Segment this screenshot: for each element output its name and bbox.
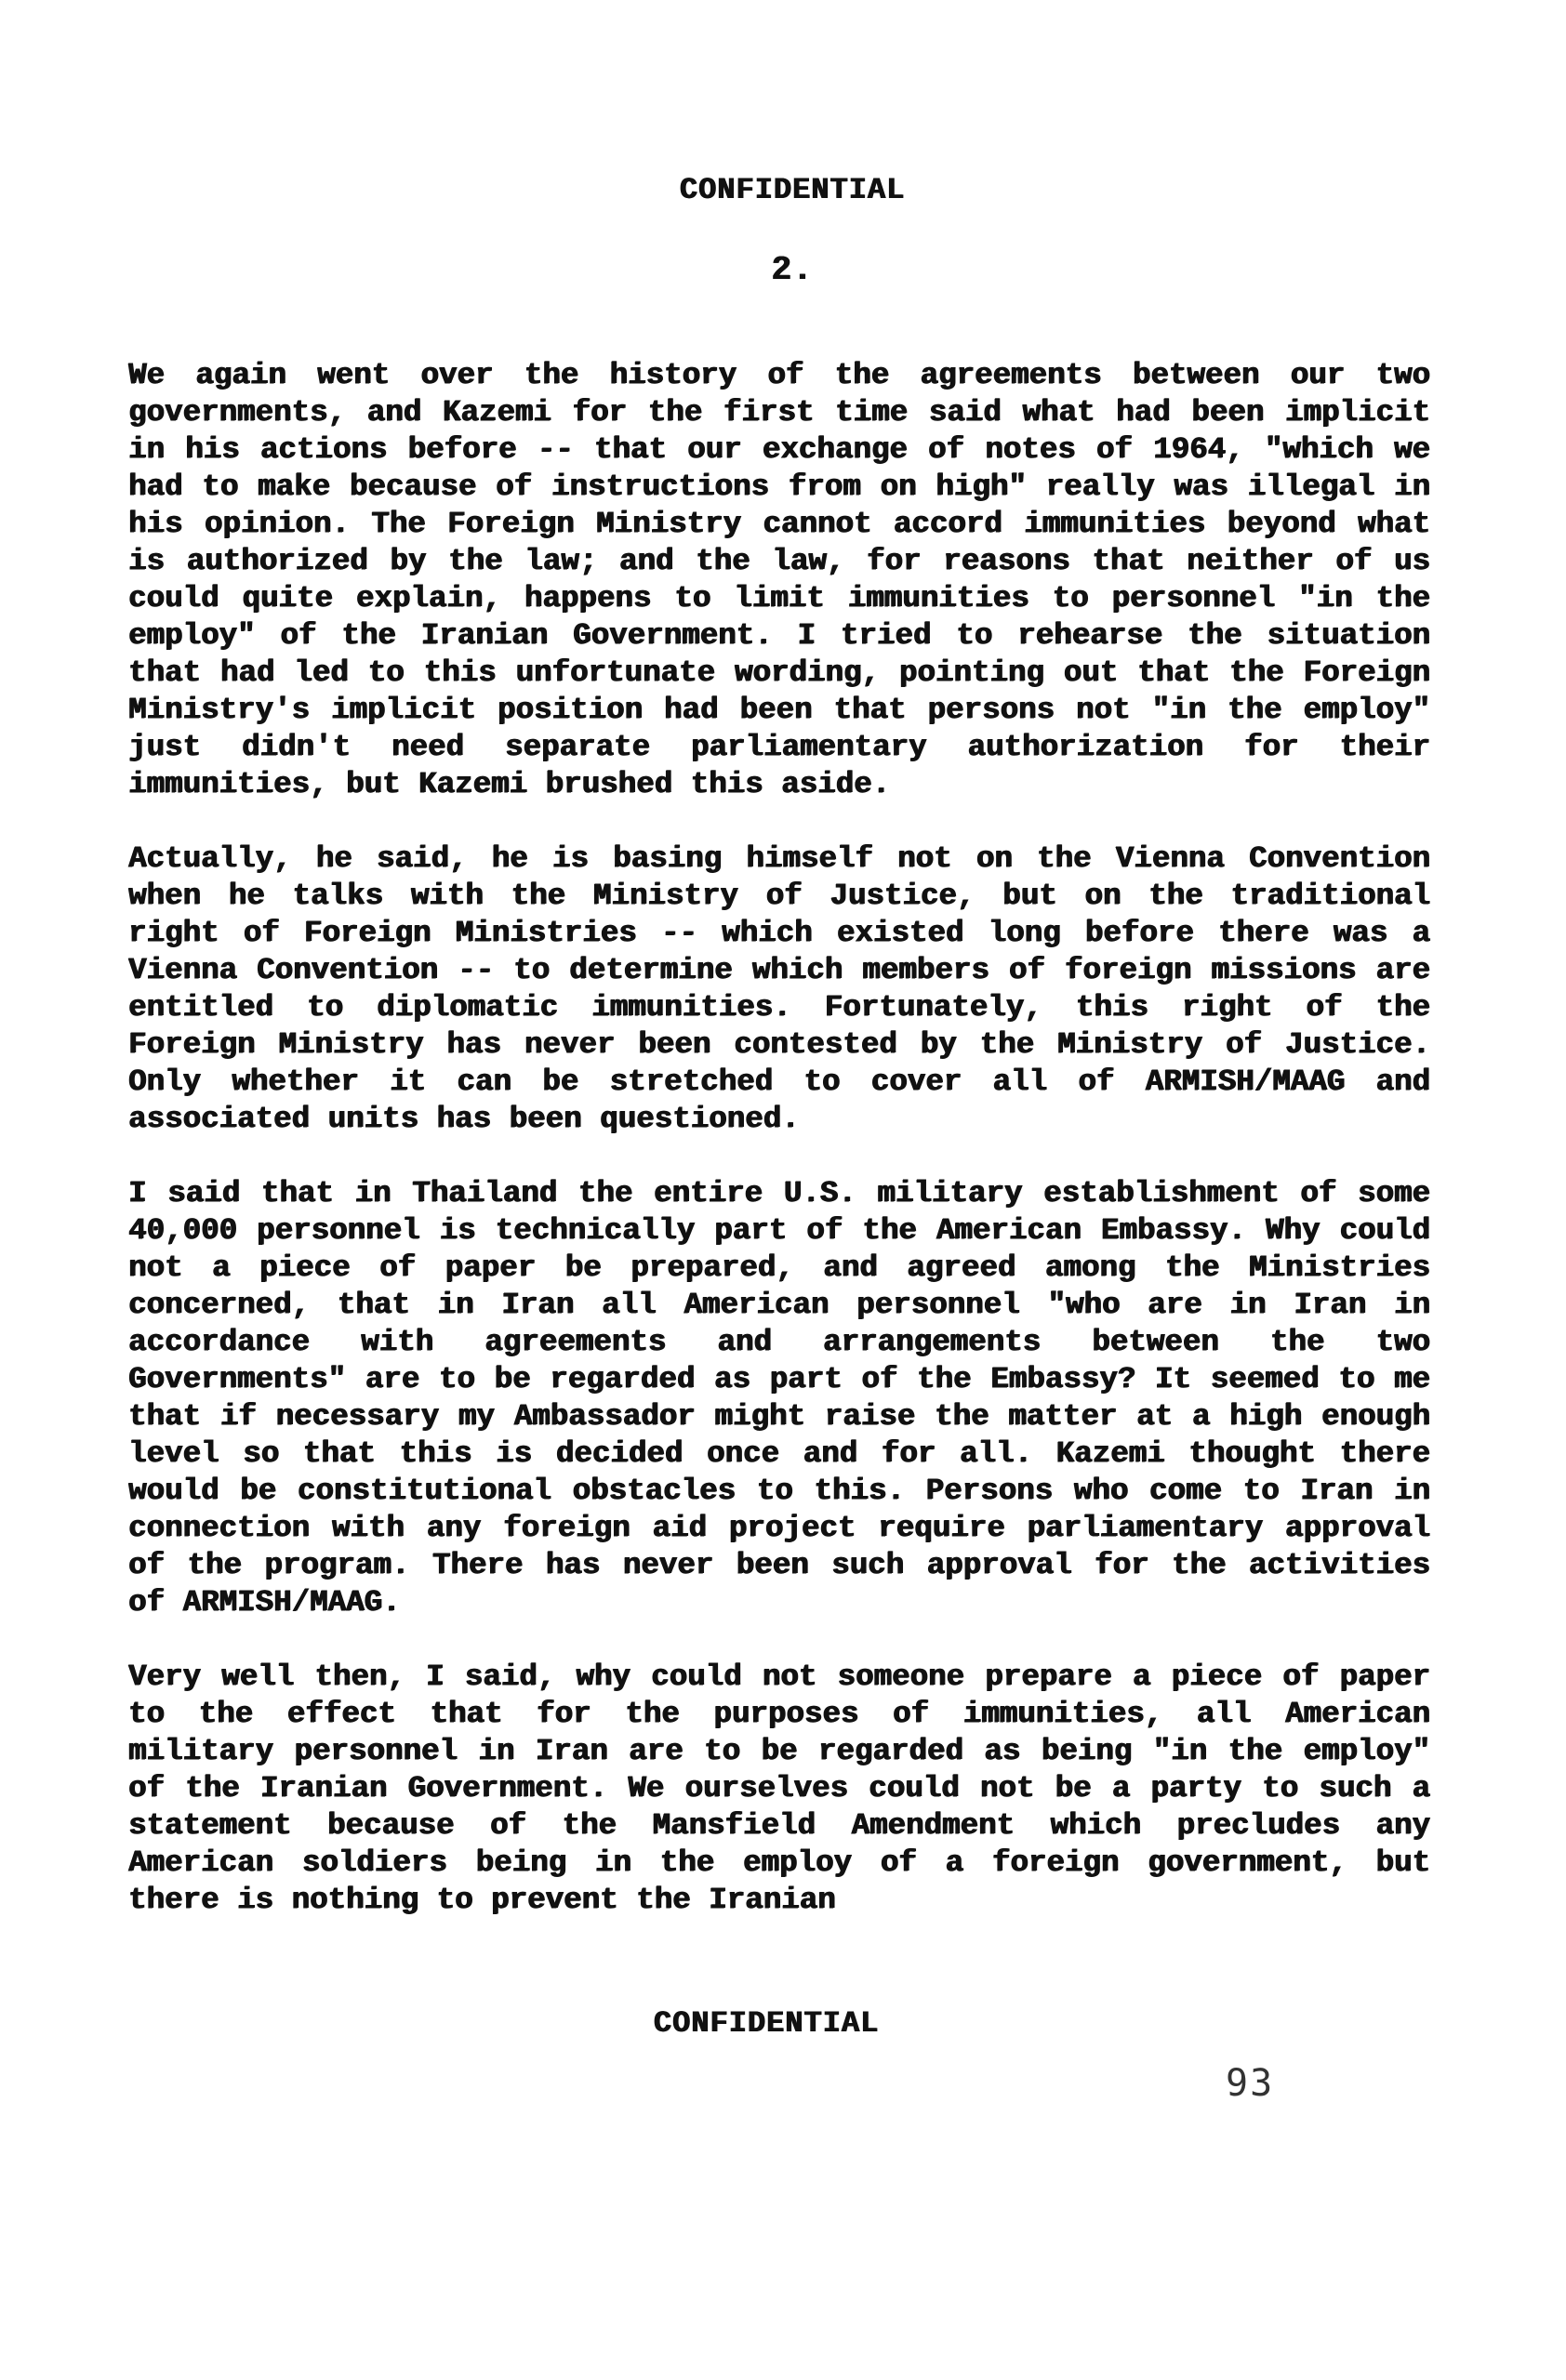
classification-footer: CONFIDENTIAL xyxy=(653,2006,880,2041)
document-body xyxy=(128,357,1430,1956)
paragraph-history-of-agreements: We again went over the history of the agreements between our two governments, and Kazemi for the first time said what had been implicit in his actions before -- that our exchange of notes of 1964, "which we had to make because of instructions from on high" really was illegal in his opinion. The Foreign Ministry cannot accord immunities beyond what is authorized by the law; and the law, for reasons that neither of us could quite explain, happens to limit immunities to personnel "in the employ" of the Iranian Government. I tried to rehearse the situation that had led to this unfortunate wording, pointing out that the Foreign Ministry's implicit position had been that persons not "in the employ" just didn't need separate parliamentary authorization for their immunities, but Kazemi brushed this aside. xyxy=(128,358,1430,801)
classification-header: CONFIDENTIAL xyxy=(679,173,906,207)
page-number: 93 xyxy=(1226,2062,1275,2105)
paragraph-vienna-convention: Actually, he said, he is basing himself not on the Vienna Convention when he talks with the Ministry of Justice, but on the traditional right of Foreign Ministries -- which existed long before there was a Vienna Convention -- to determine which members of foreign missions are entitled to diplomatic immunities. Fortunately, this right of the Foreign Ministry has never been contested by the Ministry of Justice. Only whether it can be stretched to cover all of ARMISH/MAAG and associated units has been questioned. xyxy=(128,841,1430,1136)
paragraph-in-the-employ-proposal: Very well then, I said, why could not someone prepare a piece of paper to the effect that for the purposes of immunities, all American military personnel in Iran are to be regarded as being "in the employ" of the Iranian Government. We ourselves could not be a party to such a statement because of the Mansfield Amendment which precludes any American soldiers being in the employ of a foreign government, but there is nothing to prevent the Iranian xyxy=(128,1659,1430,1917)
paragraph-thailand-comparison: I said that in Thailand the entire U.S. military establishment of some 40,000 personnel is technically part of the American Embassy. Why could not a piece of paper be prepared, and agreed among the Ministries concerned, that in Iran all American personnel "who are in Iran in accordance with agreements and arrangements between the two Governments" are to be regarded as part of the Embassy? It seemed to me that if necessary my Ambassador might raise the matter at a high enough level so that this is decided once and for all. Kazemi thought there would be constitutional obstacles to this. Persons who come to Iran in connection with any foreign aid project require parliamentary approval of the program. There has never been such approval for the activities of ARMISH/MAAG. xyxy=(128,1176,1430,1620)
page-label: 2. xyxy=(771,251,814,289)
